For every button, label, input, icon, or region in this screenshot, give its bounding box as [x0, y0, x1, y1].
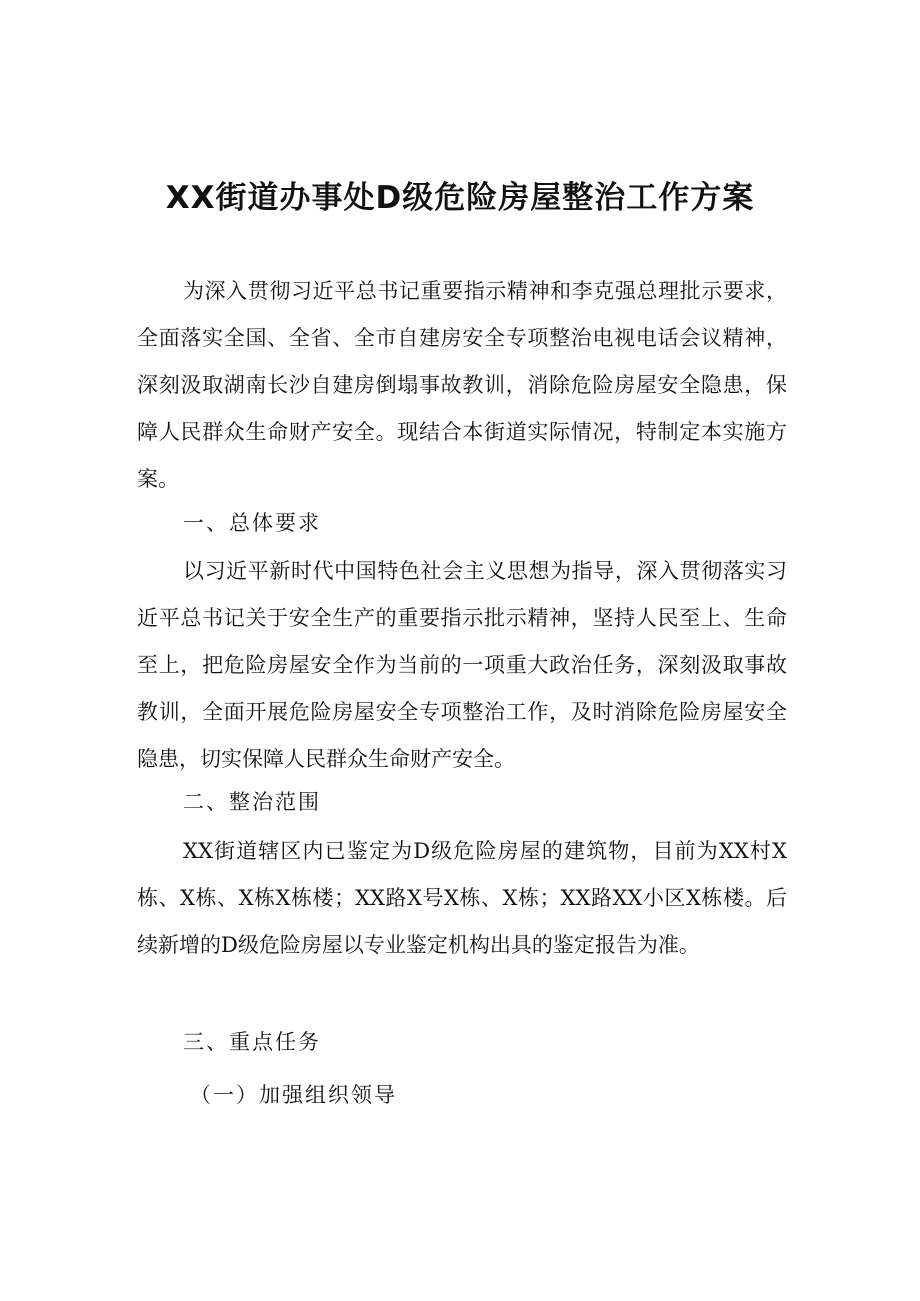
subsection-heading-organization: （一）加强组织领导	[190, 1083, 397, 1107]
intro-paragraph: 为深入贯彻习近平总书记重要指示精神和李克强总理批示要求，全面落实全国、全省、全市自建房安全专项整治电视电话会议精神，深刻汲取湖南长沙自建房倒塌事故教训，消除危险房屋安全隐患，保障人民群众生命财产安全。现结合本街道实际情况，特制定本实施方案。	[137, 279, 787, 491]
section-heading-key-tasks: 三、重点任务	[183, 1030, 321, 1054]
section-heading-scope: 二、整治范围	[183, 790, 321, 814]
section-paragraph-general-requirements: 以习近平新时代中国特色社会主义思想为指导，深入贯彻落实习近平总书记关于安全生产的重要指示批示精神，坚持人民至上、生命至上，把危险房屋安全作为当前的一项重大政治任务，深刻汲取事故教训，全面开展危险房屋安全专项整治工作，及时消除危险房屋安全隐患，切实保障人民群众生命财产安全。	[137, 559, 787, 771]
document-title: XX街道办事处D级危险房屋整治工作方案	[165, 180, 755, 216]
section-paragraph-scope: XX街道辖区内已鉴定为D级危险房屋的建筑物，目前为XX村X栋、X栋、X栋X栋楼；XX路X号X栋、X栋；XX路XX小区X栋楼。后续新增的D级危险房屋以专业鉴定机构出具的鉴定报告为准。	[137, 839, 787, 957]
section-heading-general-requirements: 一、总体要求	[183, 511, 321, 535]
